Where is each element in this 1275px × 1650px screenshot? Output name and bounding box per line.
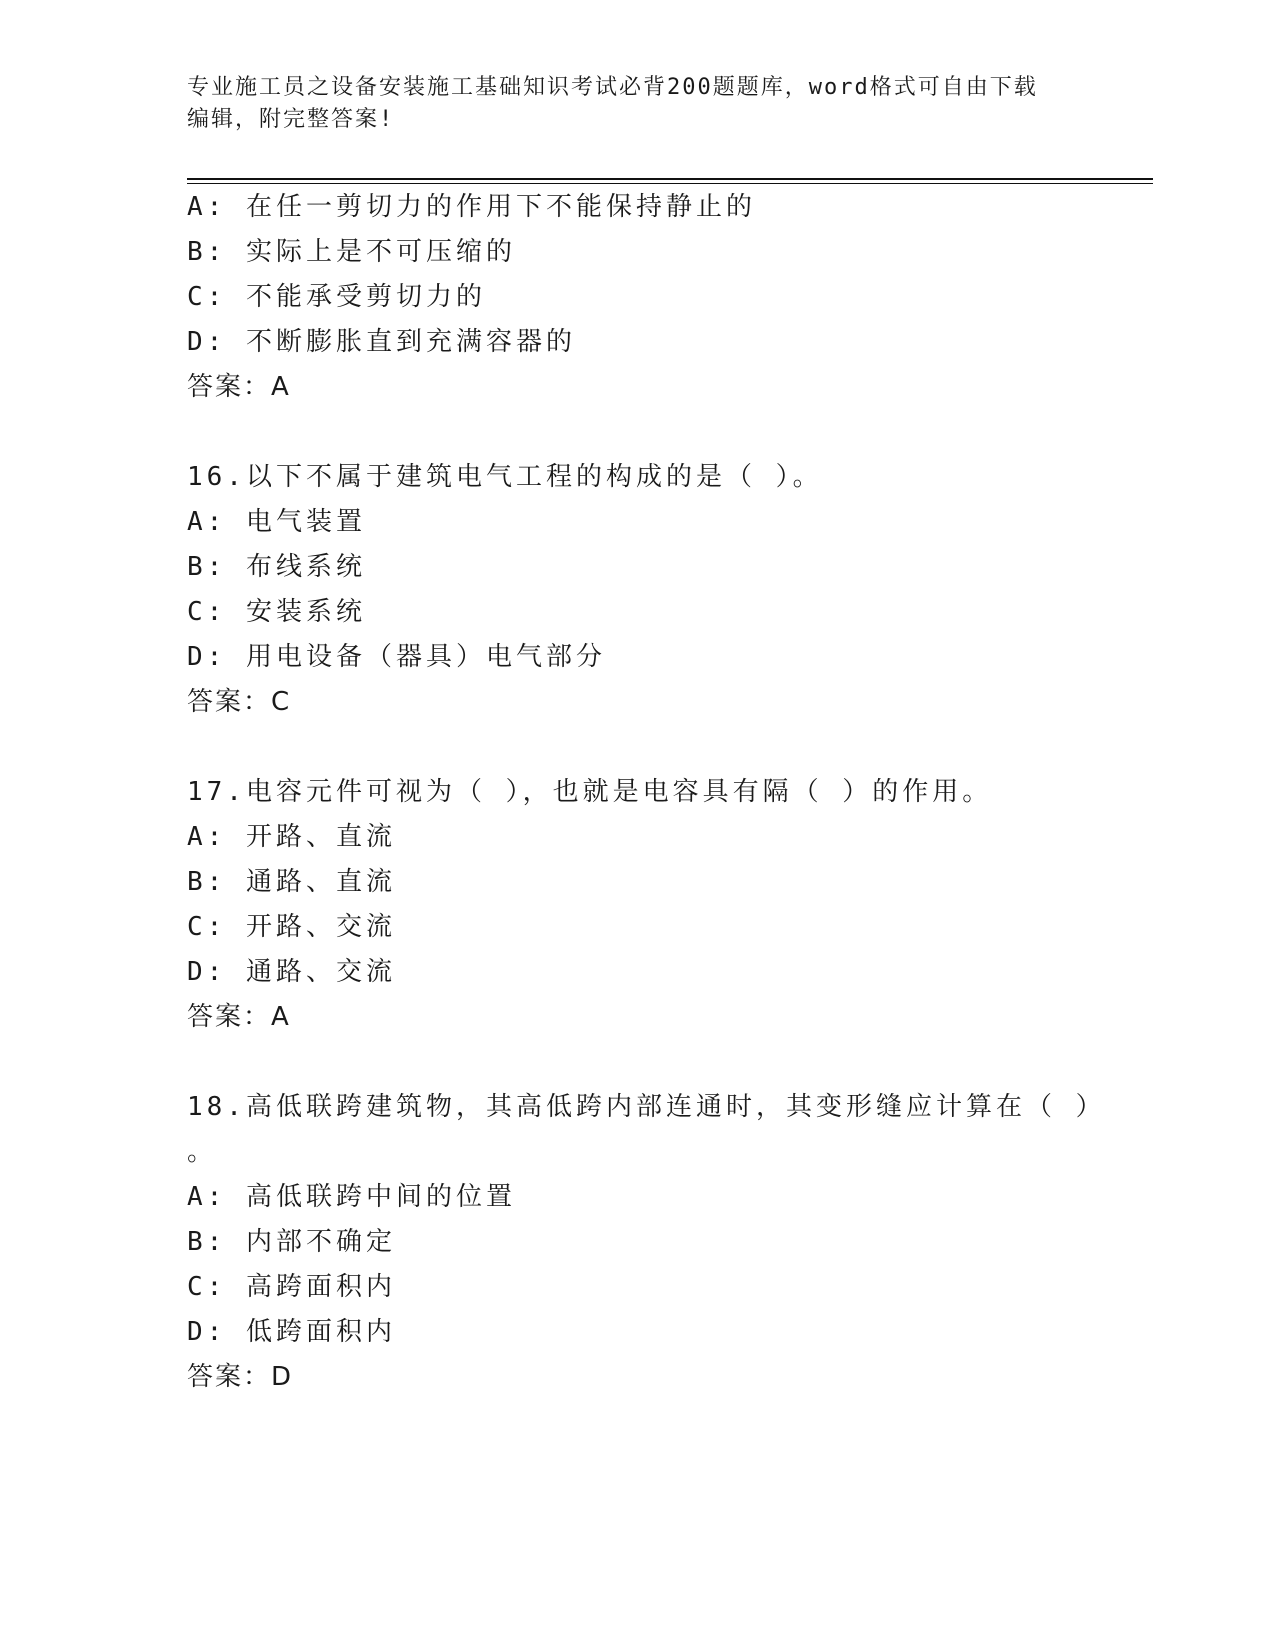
q16-question: 16.以下不属于建筑电气工程的构成的是（ ）。 <box>187 462 823 492</box>
q18-question-line-2: 。 <box>187 1137 218 1167</box>
q16-option-b: B: 布线系统 <box>187 552 366 582</box>
q17-option-c: C: 开路、交流 <box>187 912 396 942</box>
q15-option-b: B: 实际上是不可压缩的 <box>187 237 516 267</box>
q15-option-a: A: 在任一剪切力的作用下不能保持静止的 <box>187 192 756 222</box>
q18-option-d: D: 低跨面积内 <box>187 1317 396 1347</box>
q16-answer: 答案：C <box>187 687 292 717</box>
q18-option-c: C: 高跨面积内 <box>187 1272 396 1302</box>
document-header <box>187 72 1067 136</box>
header-line-1: 专业施工员之设备安装施工基础知识考试必背200题题库，word格式可自由下载 <box>187 75 1038 100</box>
q18-option-b: B: 内部不确定 <box>187 1227 396 1257</box>
q17-answer: 答案：A <box>187 1002 291 1032</box>
q17-option-d: D: 通路、交流 <box>187 957 396 987</box>
q17-option-a: A: 开路、直流 <box>187 822 396 852</box>
q18-answer: 答案：D <box>187 1362 294 1392</box>
q17-option-b: B: 通路、直流 <box>187 867 396 897</box>
q18-question-line-1: 18.高低联跨建筑物，其高低跨内部连通时，其变形缝应计算在（ ） <box>187 1092 1106 1122</box>
header-line-2: 编辑，附完整答案! <box>187 107 395 132</box>
header-divider-thick <box>187 178 1153 180</box>
q15-option-c: C: 不能承受剪切力的 <box>187 282 486 312</box>
q16-option-a: A: 电气装置 <box>187 507 366 537</box>
q16-option-c: C: 安装系统 <box>187 597 366 627</box>
q15-option-d: D: 不断膨胀直到充满容器的 <box>187 327 576 357</box>
q16-option-d: D: 用电设备（器具）电气部分 <box>187 642 606 672</box>
q18-option-a: A: 高低联跨中间的位置 <box>187 1182 516 1212</box>
q15-answer: 答案：A <box>187 372 291 402</box>
q17-question: 17.电容元件可视为（ ），也就是电容具有隔（ ）的作用。 <box>187 777 993 807</box>
header-divider-thin <box>187 183 1153 184</box>
